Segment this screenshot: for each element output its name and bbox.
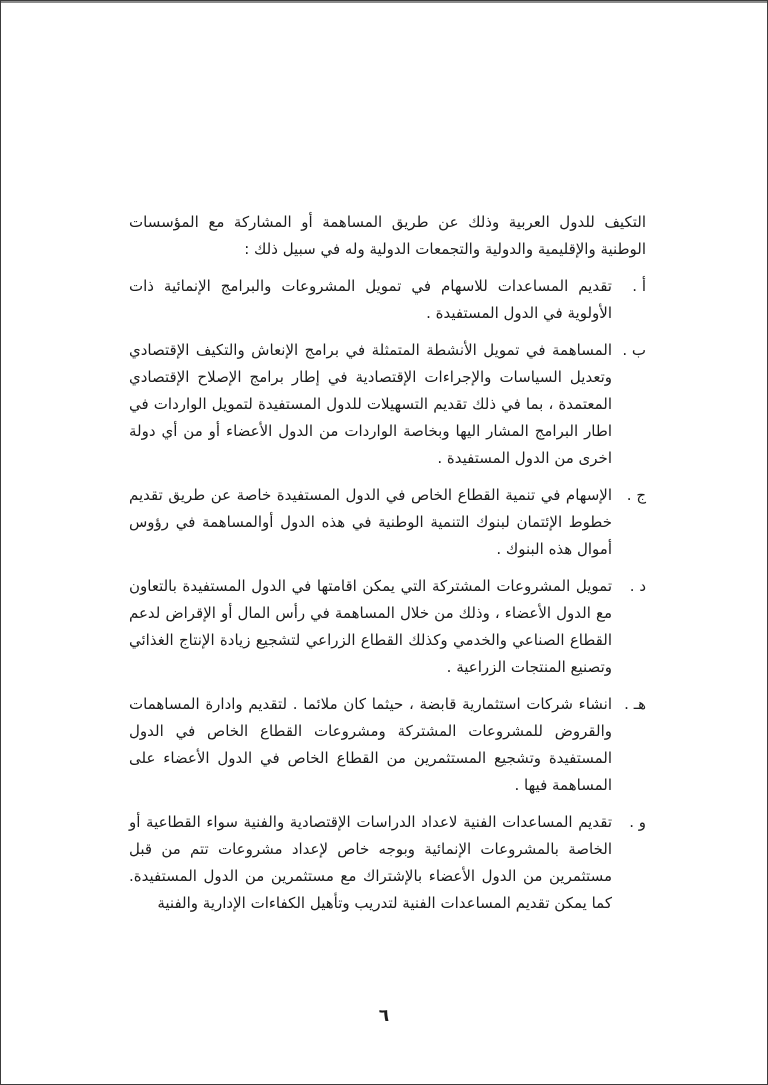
list-item bbox=[129, 337, 646, 472]
item-marker: د . bbox=[629, 577, 646, 595]
item-marker: و . bbox=[629, 813, 646, 831]
item-text: تقديم المساعدات للاسهام في تمويل المشروعات والبرامج الإنمائية ذات الأولوية في الدول المستفيدة . bbox=[129, 277, 612, 322]
document-text bbox=[129, 209, 646, 927]
list-item bbox=[129, 273, 646, 327]
item-text: الإسهام في تنمية القطاع الخاص في الدول المستفيدة خاصة عن طريق تقديم خطوط الإئتمان لبنوك التنمية الوطنية في هذه الدول أوالمساهمة في رؤوس أموال هذه البنوك . bbox=[129, 486, 612, 558]
item-text: انشاء شركات استثمارية قابضة ، حيثما كان ملائما . لتقديم وادارة المساهمات والقروض للمشروعات المشتركة ومشروعات القطاع الخاص في الدول المستفيدة وتشجيع المستثمرين من القطاع الخاص في الدول الأعضاء على المساهمة فيها . bbox=[129, 695, 612, 794]
item-marker: ج . bbox=[626, 486, 646, 504]
list-item bbox=[129, 691, 646, 799]
intro-paragraph: التكيف للدول العربية وذلك عن طريق المساهمة أو المشاركة مع المؤسسات الوطنية والإقليمية والدولية والتجمعات الدولية وله في سبيل ذلك : bbox=[129, 213, 646, 258]
item-marker: ب . bbox=[622, 341, 646, 359]
item-text: المساهمة في تمويل الأنشطة المتمثلة في برامج الإنعاش والتكيف الإقتصادي وتعديل السياسات والإجراءات الإقتصادية في إطار برامج الإصلاح الإقتصادي المعتمدة ، بما في ذلك تقديم التسهيلات للدول المستفيدة لتمويل الواردات في اطار البرامج المشار اليها وبخاصة الواردات من الدول الأعضاء أو من أي دولة اخرى من الدول المستفيدة . bbox=[129, 341, 612, 467]
item-text: تمويل المشروعات المشتركة التي يمكن اقامتها في الدول المستفيدة بالتعاون مع الدول الأعضاء ، وذلك من خلال المساهمة في رأس المال أو الإقراض لدعم القطاع الصناعي والخدمي وكذلك القطاع الزراعي لتشجيع زيادة الإنتاج الغذائي وتصنيع المنتجات الزراعية . bbox=[129, 577, 612, 676]
list-item bbox=[129, 809, 646, 917]
item-marker: أ . bbox=[632, 277, 646, 295]
page-number: ٦ bbox=[378, 1006, 390, 1026]
item-marker: هـ . bbox=[624, 695, 646, 713]
list-item bbox=[129, 482, 646, 563]
item-text: تقديم المساعدات الفنية لاعداد الدراسات الإقتصادية والفنية سواء القطاعية أو الخاصة بالمشروعات الإنمائية وبوجه خاص لإعداد مشروعات تتم من قبل مستثمرين من الدول الأعضاء بالإشتراك مع مستثمرين من الدول المستفيدة. كما يمكن تقديم المساعدات الفنية لتدريب وتأهيل الكفاءات الإدارية والفنية bbox=[129, 813, 612, 912]
list-item bbox=[129, 573, 646, 681]
